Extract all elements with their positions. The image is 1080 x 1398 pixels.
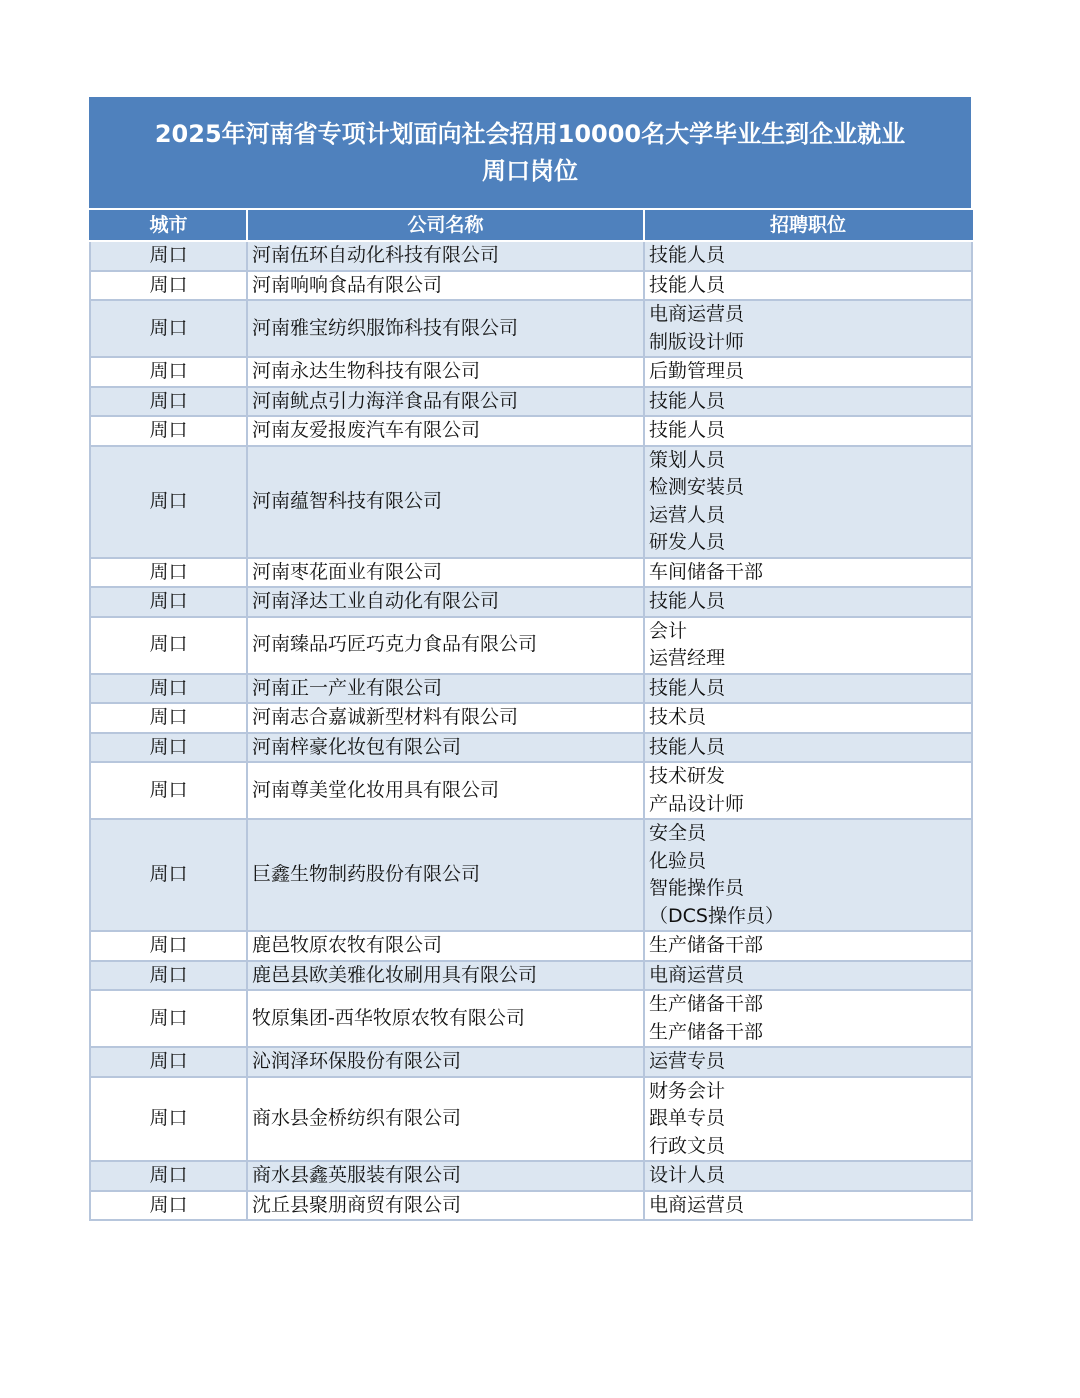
position-item: 检测安装员 [649,476,745,498]
company-cell: 河南雅宝纺织服饰科技有限公司 [247,300,644,357]
city-cell: 周口 [90,1077,247,1162]
position-item: 跟单专员 [649,1107,726,1129]
document-title [89,97,971,210]
position-item: 技能人员 [649,676,726,699]
city-cell: 周口 [90,387,247,417]
positions-cell [644,1191,972,1221]
table-row [90,961,972,991]
position-item: 智能操作员 [649,877,745,899]
company-cell: 河南尊美堂化妆用具有限公司 [247,762,644,819]
company-cell: 巨鑫生物制药股份有限公司 [247,819,644,931]
company-cell: 河南蕴智科技有限公司 [247,446,644,558]
position-item: 技能人员 [649,273,726,296]
job-listing-sheet [89,97,971,1221]
table-row [90,558,972,588]
table-row [90,990,972,1047]
position-item: 策划人员 [649,448,726,471]
company-cell: 河南永达生物科技有限公司 [247,357,644,387]
position-item: 后勤管理员 [649,360,745,382]
city-cell: 周口 [90,300,247,357]
position-item: （DCS操作员） [649,904,784,927]
position-item: 财务会计 [649,1079,726,1102]
table-row [90,300,972,357]
positions-cell [644,674,972,704]
position-item: 电商运营员 [649,1193,745,1216]
position-item: 技术员 [649,706,707,728]
city-cell: 周口 [90,1161,247,1191]
table-row [90,931,972,961]
city-cell: 周口 [90,931,247,961]
company-cell: 河南泽达工业自动化有限公司 [247,587,644,617]
company-cell: 河南志合嘉诚新型材料有限公司 [247,703,644,733]
position-item: 化验员 [649,849,707,872]
city-cell: 周口 [90,558,247,588]
company-cell: 河南友爱报废汽车有限公司 [247,416,644,446]
city-cell: 周口 [90,241,247,271]
position-item: 运营人员 [649,503,726,526]
positions-cell [644,990,972,1047]
city-cell: 周口 [90,271,247,301]
positions-cell [644,931,972,961]
city-cell: 周口 [90,733,247,763]
table-row [90,733,972,763]
table-row [90,446,972,558]
positions-cell [644,1047,972,1077]
positions-table [89,210,973,1221]
table-row [90,617,972,674]
city-cell: 周口 [90,674,247,704]
table-row [90,1077,972,1162]
company-cell: 河南枣花面业有限公司 [247,558,644,588]
positions-cell [644,961,972,991]
positions-cell [644,733,972,763]
table-row [90,703,972,733]
company-cell: 河南正一产业有限公司 [247,674,644,704]
positions-cell [644,617,972,674]
table-row [90,762,972,819]
table-row [90,387,972,417]
city-cell: 周口 [90,617,247,674]
table-row [90,587,972,617]
position-item: 会计 [649,619,688,642]
positions-cell [644,416,972,446]
city-cell: 周口 [90,990,247,1047]
positions-cell [644,703,972,733]
company-cell: 河南响响食品有限公司 [247,271,644,301]
position-item: 产品设计师 [649,792,745,815]
company-cell: 商水县金桥纺织有限公司 [247,1077,644,1162]
position-item: 运营专员 [649,1050,726,1072]
position-item: 技能人员 [649,389,726,412]
header-company: 公司名称 [247,210,644,241]
company-cell: 河南鱿点引力海洋食品有限公司 [247,387,644,417]
company-cell: 牧原集团-西华牧原农牧有限公司 [247,990,644,1047]
position-item: 车间储备干部 [649,560,764,583]
position-item: 技能人员 [649,244,726,266]
position-item: 制版设计师 [649,330,745,353]
position-item: 运营经理 [649,647,726,669]
city-cell: 周口 [90,819,247,931]
positions-cell [644,357,972,387]
position-item: 安全员 [649,822,707,844]
company-cell: 沁润泽环保股份有限公司 [247,1047,644,1077]
table-row [90,241,972,271]
city-cell: 周口 [90,416,247,446]
positions-cell [644,241,972,271]
company-cell: 鹿邑牧原农牧有限公司 [247,931,644,961]
company-cell: 沈丘县聚朋商贸有限公司 [247,1191,644,1221]
position-item: 设计人员 [649,1164,726,1186]
header-positions: 招聘职位 [644,210,972,241]
company-cell: 商水县鑫英服装有限公司 [247,1161,644,1191]
position-item: 研发人员 [649,531,726,553]
position-item: 电商运营员 [649,303,745,325]
position-item: 生产储备干部 [649,993,764,1015]
positions-cell [644,1161,972,1191]
positions-cell [644,300,972,357]
city-cell: 周口 [90,357,247,387]
table-row [90,674,972,704]
positions-cell [644,1077,972,1162]
table-row [90,1191,972,1221]
positions-cell [644,271,972,301]
title-line-2: 周口岗位 [482,156,578,185]
position-item: 行政文员 [649,1134,726,1157]
position-item: 技能人员 [649,735,726,758]
positions-cell [644,587,972,617]
header-city: 城市 [90,210,247,241]
position-item: 电商运营员 [649,963,745,986]
title-line-1: 2025年河南省专项计划面向社会招用10000名大学毕业生到企业就业 [154,119,906,148]
positions-cell [644,387,972,417]
position-item: 技术研发 [649,765,726,787]
position-item: 技能人员 [649,419,726,441]
table-row [90,271,972,301]
positions-cell [644,558,972,588]
company-cell: 河南梓豪化妆包有限公司 [247,733,644,763]
position-item: 生产储备干部 [649,934,764,956]
city-cell: 周口 [90,1047,247,1077]
position-item: 生产储备干部 [649,1020,764,1043]
company-cell: 河南伍环自动化科技有限公司 [247,241,644,271]
table-row [90,1047,972,1077]
table-row [90,357,972,387]
table-row [90,819,972,931]
city-cell: 周口 [90,762,247,819]
table-body [90,241,972,1220]
city-cell: 周口 [90,961,247,991]
positions-cell [644,446,972,558]
positions-cell [644,762,972,819]
position-item: 技能人员 [649,590,726,612]
city-cell: 周口 [90,703,247,733]
positions-cell [644,819,972,931]
table-row [90,416,972,446]
table-row [90,1161,972,1191]
company-cell: 鹿邑县欧美雅化妆刷用具有限公司 [247,961,644,991]
city-cell: 周口 [90,1191,247,1221]
table-header-row [90,210,972,241]
city-cell: 周口 [90,587,247,617]
city-cell: 周口 [90,446,247,558]
company-cell: 河南臻品巧匠巧克力食品有限公司 [247,617,644,674]
